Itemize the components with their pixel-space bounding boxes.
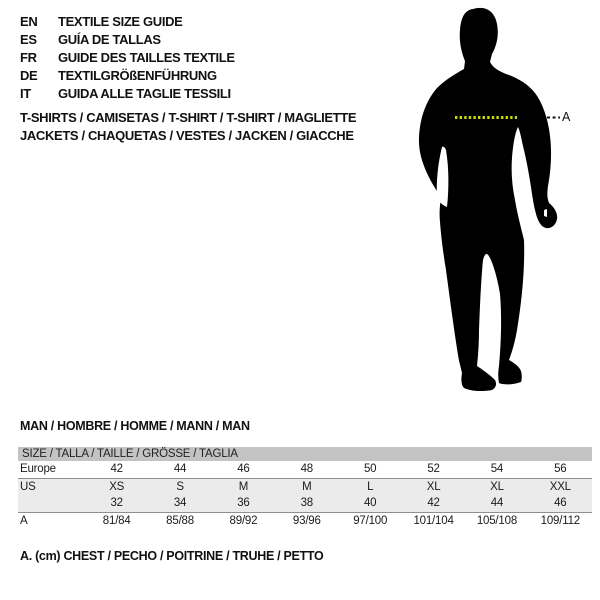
category-line-jackets: JACKETS / CHAQUETAS / VESTES / JACKEN / GIACCHE: [20, 127, 354, 143]
language-label: GUIDA ALLE TAGLIE TESSILI: [58, 86, 231, 101]
table-row-uk: [18, 495, 592, 512]
cell: 109/112: [540, 514, 580, 527]
language-code: FR: [20, 50, 37, 65]
cell: 34: [148, 495, 211, 512]
measure-label-a: A: [562, 110, 571, 124]
cell: 42: [402, 495, 465, 512]
cell: 85/88: [166, 514, 194, 527]
cell: 50: [339, 461, 402, 478]
cell: 40: [339, 495, 402, 512]
cell: 56: [529, 461, 592, 478]
language-label: GUÍA DE TALLAS: [58, 32, 161, 47]
language-code: IT: [20, 86, 31, 101]
cell: 89/92: [229, 514, 258, 527]
row-label: Europe: [18, 461, 85, 478]
row-label: A: [20, 514, 28, 527]
cell: 93/96: [292, 514, 321, 527]
cell: 46: [212, 461, 275, 478]
table-header-row: [18, 447, 592, 461]
cell: 46: [529, 495, 592, 512]
cell: M: [275, 478, 338, 495]
language-code: ES: [20, 32, 37, 47]
cell: XS: [85, 478, 148, 495]
language-label: TEXTILE SIZE GUIDE: [58, 14, 183, 29]
cell: 42: [85, 461, 148, 478]
language-code: DE: [20, 68, 38, 83]
cell: L: [339, 478, 402, 495]
cell: 81/84: [102, 514, 131, 527]
category-line-tshirts: T-SHIRTS / CAMISETAS / T-SHIRT / T-SHIRT / MAGLIETTE: [20, 110, 357, 125]
section-title-man: MAN / HOMBRE / HOMME / MANN / MAN: [20, 419, 250, 433]
footnote-chest: A. (cm) CHEST / PECHO / POITRINE / TRUHE / PETTO: [20, 549, 324, 563]
language-label: TEXTILGRÖßENFÜHRUNG: [58, 68, 217, 83]
cell: 48: [275, 461, 338, 478]
language-label: GUIDE DES TAILLES TEXTILE: [58, 50, 235, 65]
cell: XL: [402, 478, 465, 495]
cell: 54: [465, 461, 528, 478]
cell: XXL: [529, 478, 592, 495]
table-row-europe: [18, 461, 592, 478]
table-row-a-chest: [18, 512, 592, 529]
table-header: SIZE / TALLA / TAILLE / GRÖSSE / TAGLIA: [18, 447, 592, 461]
cell: 38: [275, 495, 338, 512]
cell: 36: [212, 495, 275, 512]
cell: 32: [85, 495, 148, 512]
size-table: [18, 447, 592, 529]
cell: 97/100: [353, 514, 388, 527]
cell: XL: [465, 478, 528, 495]
cell: 44: [465, 495, 528, 512]
row-label: US: [18, 478, 85, 495]
cell: 52: [402, 461, 465, 478]
cell: 105/108: [476, 514, 518, 527]
table-row-us: [18, 478, 592, 495]
language-code: EN: [20, 14, 38, 29]
cell: 44: [148, 461, 211, 478]
row-label: [18, 495, 85, 512]
cell: M: [212, 478, 275, 495]
cell: 101/104: [413, 514, 454, 527]
cell: S: [148, 478, 211, 495]
